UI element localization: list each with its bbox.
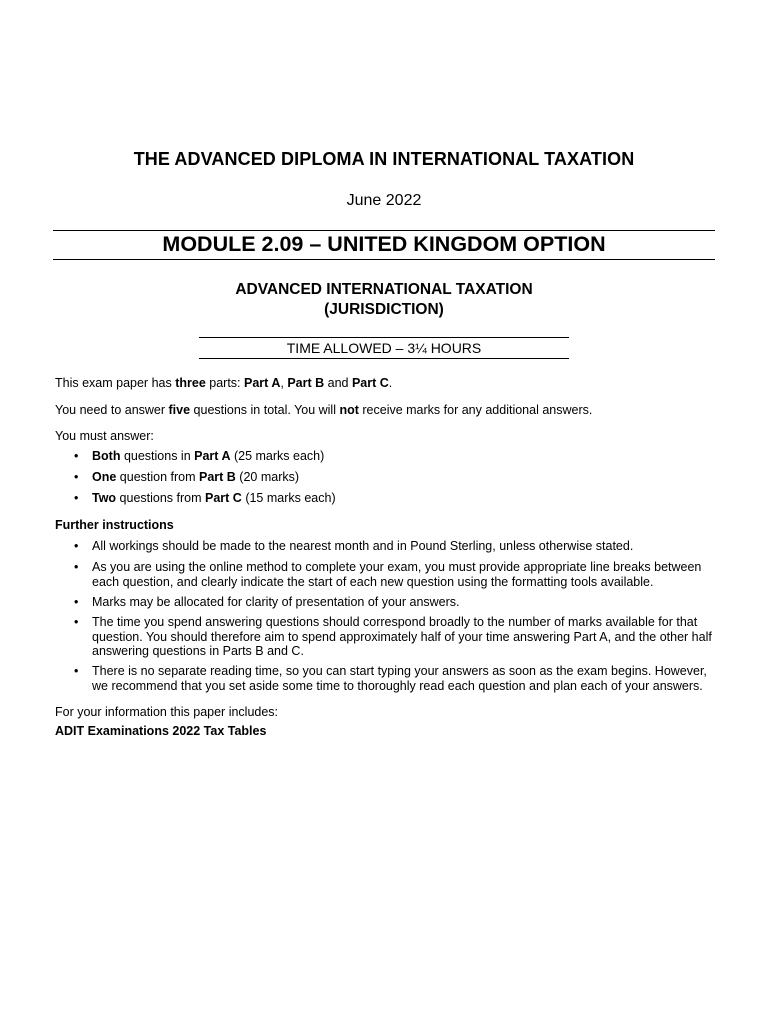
text-run: and (324, 376, 352, 390)
text-run: . (388, 376, 393, 390)
text-run-bold: Both (92, 449, 121, 463)
text-run: (20 marks) (235, 470, 300, 484)
text-run: questions from (116, 491, 206, 505)
document-title: THE ADVANCED DIPLOMA IN INTERNATIONAL TAXATION (133, 149, 635, 169)
text-run: , (280, 376, 288, 390)
text-run: You need to answer (55, 403, 169, 417)
text-run-bold: Part B (199, 470, 236, 484)
text-run: This exam paper has (55, 376, 176, 390)
instruction-item: As you are using the online method to complete your exam, you must provide appropriate line breaks between each question, and clearly indicate the start of each new question using the formatting tools available. (92, 560, 702, 589)
bullet-dot: • (74, 539, 79, 553)
parts-paragraph (55, 376, 715, 391)
text-run: (25 marks each) (230, 449, 325, 463)
tax-tables-label: ADIT Examinations 2022 Tax Tables (55, 724, 267, 738)
instruction-item: There is no separate reading time, so you can start typing your answers as soon as the exam begins. However, we recommend that you set aside some time to thoroughly read each question and plan each of your answers. (92, 664, 707, 693)
text-run-bold: five (168, 403, 191, 417)
text-run-bold: three (175, 376, 206, 390)
list-item (92, 470, 717, 485)
bullet-dot: • (74, 470, 79, 484)
text-run-bold: Part A (194, 449, 231, 463)
instruction-item: The time you spend answering questions should correspond broadly to the number of marks available for that question. You should therefore aim to spend approximately half of your time answering Part A, and the other half answering questions in Parts B and C. (92, 615, 712, 658)
instruction-item: All workings should be made to the nearest month and in Pound Sterling, unless otherwise stated. (92, 539, 634, 553)
bullet-dot: • (74, 615, 79, 629)
exam-date: June 2022 (346, 192, 422, 209)
text-run: question from (116, 470, 199, 484)
instruction-item: Marks may be allocated for clarity of presentation of your answers. (92, 595, 460, 609)
time-allowed: TIME ALLOWED – 3¼ HOURS (286, 340, 482, 356)
list-item (92, 491, 717, 506)
text-run-bold: Part A (244, 376, 281, 390)
text-run: (15 marks each) (241, 491, 336, 505)
bullet-dot: • (74, 449, 79, 463)
answer-paragraph (55, 403, 715, 418)
info-text: For your information this paper includes: (55, 705, 279, 719)
text-run-bold: Part C (351, 376, 389, 390)
bullet-dot: • (74, 595, 79, 609)
bullet-dot: • (74, 664, 79, 678)
time-top-rule (199, 337, 569, 338)
subtitle-line-1: ADVANCED INTERNATIONAL TAXATION (235, 281, 533, 298)
text-run: parts: (205, 376, 244, 390)
bullet-dot: • (74, 560, 79, 574)
text-run: questions in (120, 449, 195, 463)
paper-subtitle (0, 280, 768, 320)
text-run: receive marks for any additional answers. (358, 403, 593, 417)
text-run-bold: One (92, 470, 117, 484)
text-run: questions in total. You will (190, 403, 340, 417)
bottom-rule (53, 259, 715, 260)
text-run-bold: Part B (287, 376, 325, 390)
must-answer-label: You must answer: (55, 429, 154, 443)
text-run-bold: not (339, 403, 359, 417)
text-run-bold: Part C (205, 491, 242, 505)
further-instructions-heading: Further instructions (55, 518, 174, 532)
list-item (92, 449, 717, 464)
time-bottom-rule (199, 358, 569, 359)
subtitle-line-2: (JURISDICTION) (324, 301, 444, 318)
bullet-dot: • (74, 491, 79, 505)
top-rule (53, 230, 715, 231)
text-run-bold: Two (92, 491, 117, 505)
module-title: MODULE 2.09 – UNITED KINGDOM OPTION (162, 232, 606, 256)
